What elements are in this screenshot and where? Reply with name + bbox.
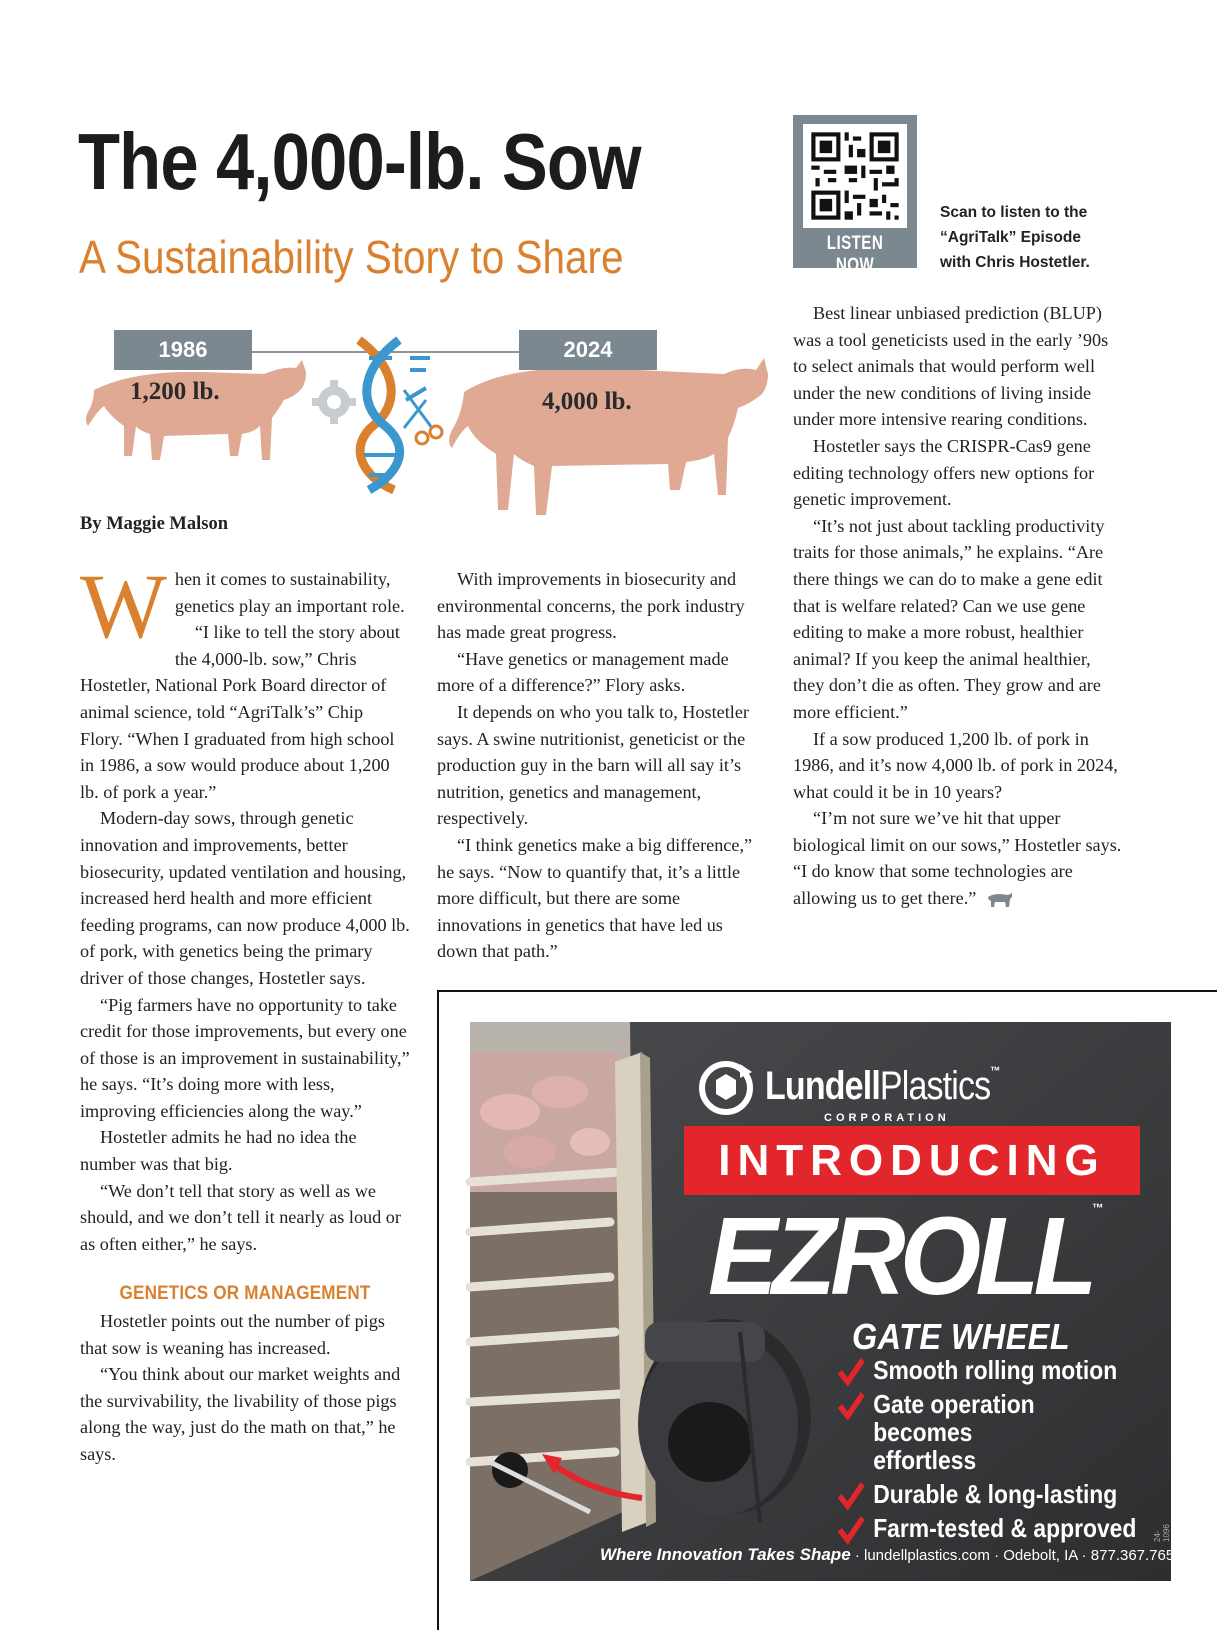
phone-number[interactable]: 877.367.7659 bbox=[1090, 1547, 1183, 1564]
article-column-1 bbox=[80, 555, 410, 1468]
feature-item: Smooth rolling motion bbox=[838, 1356, 1128, 1384]
paragraph: “It’s not just about tackling productivity traits for those animals,” he explains. “Are there things we can do to make a gene edit that is welfare related? Can we use gene editing to make a more robust, healthier animal? If you keep the animal healthier, they don’t die as often. They grow and are more efficient.” bbox=[793, 515, 1105, 722]
pig-2024-icon bbox=[449, 358, 768, 515]
lundell-ad[interactable] bbox=[470, 1022, 1183, 1581]
paragraph: Hostetler points out the number of pigs that sow is weaning has increased. bbox=[80, 1311, 385, 1358]
end-pig-icon bbox=[986, 892, 1014, 908]
paragraph: Hostetler admits he had no idea the number was that big. bbox=[80, 1127, 357, 1175]
gear-icon bbox=[312, 380, 356, 424]
feature-item: Durable & long-lasting bbox=[838, 1480, 1128, 1508]
paragraph: “Pig farmers have no opportunity to take credit for those improvements, but every one of those is an improvement in sustainability,” he says. “It’s doing more with less, improving efficiencies along the way.” bbox=[80, 994, 410, 1121]
article-column-3 bbox=[793, 300, 1123, 912]
year-1986-label: 1986 bbox=[114, 330, 252, 370]
listen-now-button[interactable]: LISTEN NOW bbox=[826, 233, 884, 276]
paragraph: Modern-day sows, through genetic innovation and improvements, better biosecurity, updated ventilation and housing, increased herd health and more efficient feeding programs, can now produce 4,000 lb. of pork, with genetics being the primary driver of those changes, Hostetler says. bbox=[80, 808, 410, 988]
weight-1986: 1,200 lb. bbox=[130, 378, 220, 405]
paragraph: With improvements in biosecurity and environmental concerns, the pork industry has made great progress. bbox=[437, 569, 745, 643]
product-name: EZROLL™ bbox=[708, 1195, 1104, 1318]
check-icon bbox=[838, 1392, 864, 1420]
article-title: The 4,000-lb. Sow bbox=[78, 117, 641, 206]
paragraph: It depends on who you talk to, Hostetler says. A swine nutritionist, geneticist or the production guy in the barn will all say it’s nutrition, genetics and management, respectively. bbox=[437, 701, 749, 829]
paragraph: Best linear unbiased prediction (BLUP) was a tool geneticists used in the early ’90s to select animals that would perform well under the new conditions of living inside under more intensive rearing conditions. bbox=[793, 303, 1109, 430]
weight-2024: 4,000 lb. bbox=[542, 388, 632, 415]
year-2024-label: 2024 bbox=[519, 330, 657, 370]
website-link[interactable]: lundellplastics.com bbox=[864, 1547, 990, 1564]
location: Odebolt, IA bbox=[1003, 1547, 1078, 1564]
pig-1986-icon bbox=[86, 360, 306, 460]
paragraph: “I like to tell the story about the 4,000-lb. sow,” Chris Hostetler, National Pork Board director of animal science, told “AgriTalk’s” Chip Flory. “When I graduated from high school in 1986, a sow would produce about 1,200 lb. of pork a year.” bbox=[80, 622, 400, 802]
lundell-logo: LundellPlastics™ bbox=[765, 1064, 1000, 1108]
byline: By Maggie Malson bbox=[80, 514, 228, 534]
introducing-banner: INTRODUCING bbox=[684, 1126, 1140, 1195]
paragraph: “We don’t tell that story as well as we should, and we don’t tell it nearly as loud or as often either,” he says. bbox=[80, 1180, 401, 1254]
final-paragraph: “I’m not sure we’ve hit that upper biological limit on our sows,” Hostetler says. “I do know that some technologies are allowing us to get there.” bbox=[793, 808, 1122, 909]
paragraph: Hostetler says the CRISPR-Cas9 gene editing technology offers new options for genetic improvement. bbox=[793, 435, 1095, 510]
article-subtitle: A Sustainability Story to Share bbox=[79, 231, 624, 283]
ad-code: 24-1096 bbox=[1153, 1524, 1171, 1542]
qr-code-panel[interactable] bbox=[793, 115, 917, 276]
paragraph: “You think about our market weights and the survivability, the livability of those pigs along the way, just do the math on that,” he says. bbox=[80, 1364, 401, 1464]
lead-paragraph: When it comes to sustainability, genetics play an important role. bbox=[80, 555, 405, 657]
qr-code bbox=[803, 124, 907, 228]
article-column-2 bbox=[437, 566, 767, 965]
check-icon bbox=[838, 1482, 864, 1510]
qr-caption: Scan to listen to the “AgriTalk” Episode with Chris Hostetler. bbox=[940, 204, 1090, 271]
section-subhead: GENETICS OR MANAGEMENT bbox=[119, 1283, 371, 1305]
paragraph: “Have genetics or management made more of a difference?” Flory asks. bbox=[437, 648, 729, 696]
qr-code-icon bbox=[803, 124, 907, 228]
product-subtitle: GATE WHEEL bbox=[852, 1316, 1071, 1357]
feature-list bbox=[838, 1356, 1168, 1548]
drop-cap: W bbox=[80, 555, 167, 657]
check-icon bbox=[838, 1358, 864, 1386]
ad-footer: Where Innovation Takes Shape · lundellplastics.com · Odebolt, IA · 877.367.7659 bbox=[600, 1545, 1183, 1564]
feature-item: Gate operation becomes effortless bbox=[838, 1390, 1067, 1474]
logo-corporation: CORPORATION bbox=[824, 1112, 950, 1124]
dna-icon bbox=[359, 340, 442, 490]
feature-item: Farm-tested & approved bbox=[838, 1514, 1128, 1542]
tagline: Where Innovation Takes Shape bbox=[600, 1545, 851, 1564]
sow-infographic bbox=[74, 330, 764, 530]
paragraph: If a sow produced 1,200 lb. of pork in 1986, and it’s now 4,000 lb. of pork in 2024, what could it be in 10 years? bbox=[793, 728, 1118, 802]
paragraph: “I think genetics make a big difference,” he says. “Now to quantify that, it’s a little more difficult, but there are some innovations in genetics that have led us down that path.” bbox=[437, 834, 753, 962]
check-icon bbox=[838, 1516, 864, 1544]
